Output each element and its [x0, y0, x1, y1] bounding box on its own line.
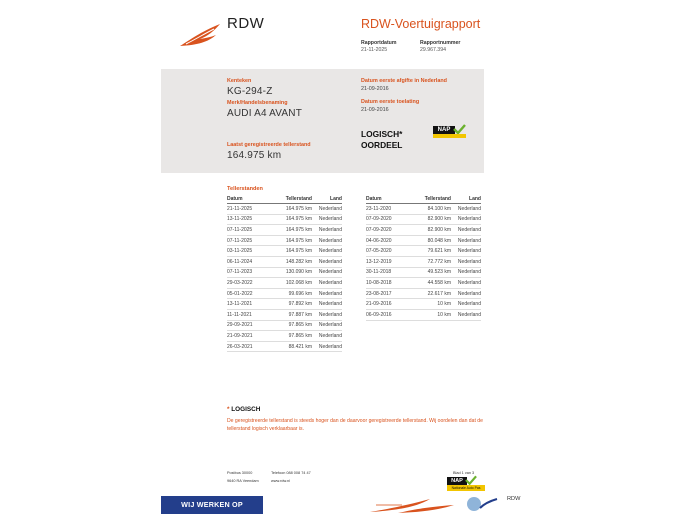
- rapportdatum-value: 21-11-2025: [361, 47, 388, 53]
- merk-label: Merk/Handelsbenaming: [227, 100, 288, 106]
- appointment-banner: WIJ WERKEN OP AFSPRAAK: [161, 496, 263, 514]
- footer-web[interactable]: www.rdw.nl: [271, 479, 290, 483]
- table-row: [227, 225, 342, 236]
- tellerstand-cell: 164.975 km: [274, 204, 312, 215]
- datum-cell: 29-09-2021: [227, 320, 274, 331]
- column-header-datum: Datum: [227, 194, 274, 204]
- datum-cell: 07-11-2025: [227, 225, 274, 236]
- land-cell: Nederland: [312, 225, 342, 236]
- datum-cell: 13-12-2019: [366, 256, 413, 267]
- land-cell: Nederland: [312, 256, 342, 267]
- datum-cell: 04-06-2020: [366, 235, 413, 246]
- table-row: [227, 288, 342, 299]
- table-row: [227, 299, 342, 310]
- table-row: [366, 267, 481, 278]
- footer-checkmark-icon: [465, 475, 477, 485]
- datum-cell: 21-09-2016: [366, 299, 413, 310]
- land-cell: Nederland: [451, 204, 481, 215]
- tellerstand-cell: 97.865 km: [274, 320, 312, 331]
- land-cell: Nederland: [451, 278, 481, 289]
- tellerstand-cell: 99.696 km: [274, 288, 312, 299]
- datum-cell: 13-11-2021: [227, 299, 274, 310]
- datum-afgifte-value: 21-09-2016: [361, 86, 389, 92]
- datum-afgifte-label: Datum eerste afgifte in Nederland: [361, 78, 447, 84]
- column-header-datum: Datum: [366, 194, 413, 204]
- table-row: [366, 214, 481, 225]
- datum-toelating-label: Datum eerste toelating: [361, 99, 420, 105]
- table-row: [366, 278, 481, 289]
- rapportnummer-label: Rapportnummer: [420, 40, 461, 46]
- nap-logo-text: NAP: [433, 126, 455, 134]
- rapportnummer-value: 29.967.394: [420, 47, 446, 53]
- vehicle-summary-panel: [161, 69, 484, 173]
- column-header-tellerstand: Tellerstand: [274, 194, 312, 204]
- tellerstand-cell: 88.421 km: [274, 341, 312, 352]
- tellerstand-cell: 130.090 km: [274, 267, 312, 278]
- laatst-tellerstand-label: Laatst geregistreerde tellerstand: [227, 142, 311, 148]
- table-row: [227, 256, 342, 267]
- table-row: [366, 309, 481, 320]
- tellerstand-cell: 164.975 km: [274, 214, 312, 225]
- tellerstand-cell: 164.975 km: [274, 235, 312, 246]
- tellerstand-cell: 22.617 km: [413, 288, 451, 299]
- datum-cell: 11-11-2021: [227, 309, 274, 320]
- datum-cell: 23-11-2020: [366, 204, 413, 215]
- datum-cell: 10-08-2018: [366, 278, 413, 289]
- tellerstand-cell: 49.523 km: [413, 267, 451, 278]
- tellerstand-cell: 97.892 km: [274, 299, 312, 310]
- datum-cell: 21-09-2021: [227, 331, 274, 342]
- tellerstand-cell: 97.865 km: [274, 331, 312, 342]
- tellerstand-cell: 148.282 km: [274, 256, 312, 267]
- datum-cell: 30-11-2018: [366, 267, 413, 278]
- table-row: [227, 320, 342, 331]
- tellerstand-cell: 82.900 km: [413, 225, 451, 236]
- table-row: [366, 246, 481, 257]
- tellerstand-cell: 164.975 km: [274, 246, 312, 257]
- footer-nap-logo: [447, 477, 485, 493]
- table-header-row: [366, 194, 481, 204]
- footer-nap-text: NAP: [447, 477, 467, 485]
- datum-cell: 26-03-2021: [227, 341, 274, 352]
- table-row: [227, 246, 342, 257]
- footer-telefoon: Telefoon 088 008 74 47: [271, 471, 311, 475]
- land-cell: Nederland: [312, 320, 342, 331]
- tellerstanden-table-left: [227, 194, 342, 352]
- tellerstand-cell: 79.621 km: [413, 246, 451, 257]
- datum-cell: 29-03-2022: [227, 278, 274, 289]
- land-cell: Nederland: [312, 246, 342, 257]
- table-row: [366, 225, 481, 236]
- tellerstand-cell: 84.100 km: [413, 204, 451, 215]
- footer-postbus: Postbus 30000: [227, 471, 253, 475]
- tellerstand-cell: 10 km: [413, 299, 451, 310]
- datum-toelating-value: 21-09-2016: [361, 107, 389, 113]
- datum-cell: 23-08-2017: [366, 288, 413, 299]
- rapportdatum-label: Rapportdatum: [361, 40, 397, 46]
- kenteken-label: Kenteken: [227, 78, 252, 84]
- tellerstand-cell: 44.558 km: [413, 278, 451, 289]
- logisch-explanation: De geregistreerde tellerstand is steeds hoger dan de daarvoor geregistreerde tellerstand. Wij oordelen dan dat de tellerstand logisch verklaarbaar is.: [227, 418, 483, 432]
- table-row: [227, 214, 342, 225]
- datum-cell: 07-09-2020: [366, 225, 413, 236]
- oordeel-line-2: OORDEEL: [361, 140, 403, 150]
- oordeel-line-1: LOGISCH*: [361, 129, 403, 139]
- datum-cell: 06-09-2016: [366, 309, 413, 320]
- land-cell: Nederland: [312, 235, 342, 246]
- rdw-swoosh-graphic: [368, 497, 456, 514]
- rdw-logo-icon: [178, 22, 222, 48]
- datum-cell: 07-11-2023: [227, 267, 274, 278]
- column-header-land: Land: [451, 194, 481, 204]
- table-row: [227, 267, 342, 278]
- checkmark-icon: [453, 124, 466, 134]
- table-row: [366, 299, 481, 310]
- table-row: [366, 235, 481, 246]
- land-cell: Nederland: [312, 288, 342, 299]
- land-cell: Nederland: [451, 235, 481, 246]
- land-cell: Nederland: [451, 299, 481, 310]
- datum-cell: 05-01-2022: [227, 288, 274, 299]
- tellerstand-cell: 102.068 km: [274, 278, 312, 289]
- land-cell: Nederland: [312, 278, 342, 289]
- rdw-wordmark: RDW: [227, 15, 265, 32]
- land-cell: Nederland: [312, 267, 342, 278]
- table-row: [366, 256, 481, 267]
- table-row: [227, 278, 342, 289]
- tellerstanden-table-right: [366, 194, 481, 321]
- merk-value: AUDI A4 AVANT: [227, 108, 303, 119]
- footer-postcode: 9640 RA Veendam: [227, 479, 259, 483]
- oordeel-heading: [361, 129, 402, 151]
- footer-emblem-icon: [466, 496, 498, 512]
- land-cell: Nederland: [451, 267, 481, 278]
- land-cell: Nederland: [451, 309, 481, 320]
- table-row: [227, 309, 342, 320]
- footer-blad: Blad 1 van 3: [453, 471, 475, 475]
- logisch-title-text: LOGISCH: [231, 406, 261, 413]
- tellerstand-cell: 97.887 km: [274, 309, 312, 320]
- tellerstand-cell: 164.975 km: [274, 225, 312, 236]
- column-header-tellerstand: Tellerstand: [413, 194, 451, 204]
- land-cell: Nederland: [312, 331, 342, 342]
- land-cell: Nederland: [312, 204, 342, 215]
- datum-cell: 13-11-2025: [227, 214, 274, 225]
- table-row: [227, 204, 342, 215]
- footer-rdw-label: RDW: [507, 496, 521, 502]
- nap-check-logo: [433, 126, 466, 138]
- land-cell: Nederland: [312, 214, 342, 225]
- land-cell: Nederland: [451, 214, 481, 225]
- logisch-footnote-title: * LOGISCH: [227, 406, 261, 413]
- land-cell: Nederland: [451, 225, 481, 236]
- kenteken-value: KG-294-Z: [227, 86, 273, 97]
- footer-nap-subtitle: Nationale Auto Pas: [447, 485, 485, 491]
- datum-cell: 21-11-2025: [227, 204, 274, 215]
- table-row: [366, 204, 481, 215]
- tellerstand-cell: 82.900 km: [413, 214, 451, 225]
- table-row: [227, 331, 342, 342]
- table-row: [227, 341, 342, 352]
- datum-cell: 07-05-2020: [366, 246, 413, 257]
- table-header-row: [227, 194, 342, 204]
- datum-cell: 07-11-2025: [227, 235, 274, 246]
- tellerstanden-title: Tellerstanden: [227, 186, 263, 192]
- report-title: RDW-Voertuigrapport: [361, 17, 481, 31]
- land-cell: Nederland: [451, 288, 481, 299]
- land-cell: Nederland: [312, 341, 342, 352]
- nap-yellow-bar: [433, 134, 466, 138]
- table-row: [366, 288, 481, 299]
- land-cell: Nederland: [312, 299, 342, 310]
- land-cell: Nederland: [451, 246, 481, 257]
- tellerstand-cell: 80.048 km: [413, 235, 451, 246]
- datum-cell: 07-09-2020: [366, 214, 413, 225]
- tellerstand-cell: 10 km: [413, 309, 451, 320]
- land-cell: Nederland: [312, 309, 342, 320]
- datum-cell: 03-11-2025: [227, 246, 274, 257]
- column-header-land: Land: [312, 194, 342, 204]
- tellerstand-cell: 72.772 km: [413, 256, 451, 267]
- land-cell: Nederland: [451, 256, 481, 267]
- table-row: [227, 235, 342, 246]
- laatst-tellerstand-value: 164.975 km: [227, 150, 282, 161]
- datum-cell: 06-11-2024: [227, 256, 274, 267]
